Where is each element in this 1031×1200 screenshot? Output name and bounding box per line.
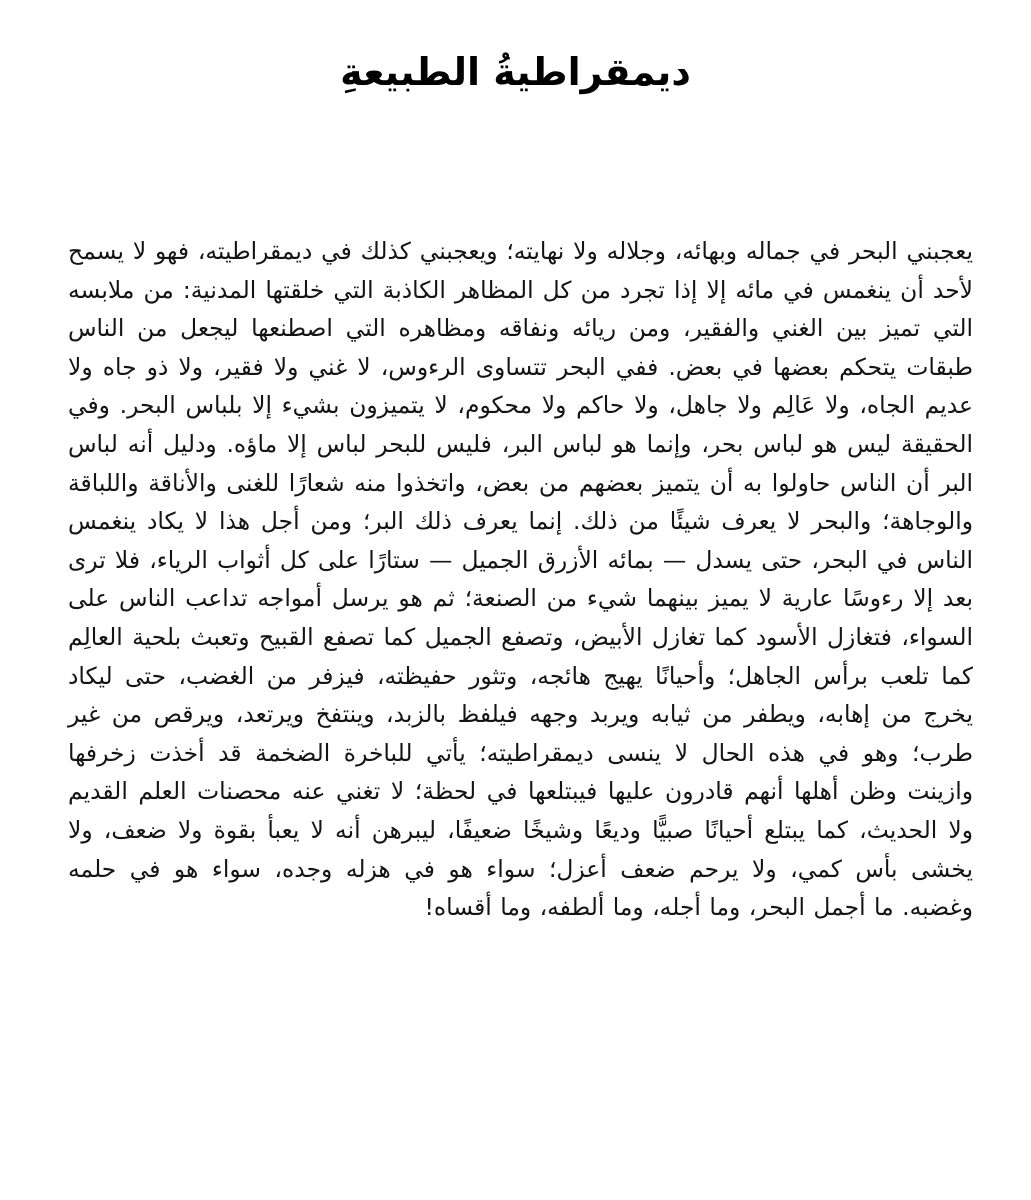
body-paragraph: يعجبني البحر في جماله وبهائه، وجلاله ولا نهايته؛ ويعجبني كذلك في ديمقراطيته، فهو لا يسمح لأحد أن ينغمس في مائه إلا إذا تجرد من كل المظاهر الكاذبة التي خلقتها المدنية: من ملابسه التي تميز بين الغني والفقير، ومن ريائه ونفاقه ومظاهره التي اصطنعها ليجعل من الناس طبقات يتحكم بعضها في بعض. ففي البحر تتساوى الرءوس، لا غني ولا فقير، ولا ذو جاه ولا عديم الجاه، ولا عَالِم ولا جاهل، ولا حاكم ولا محكوم، لا يتميزون بشيء إلا بلباس البحر. وفي الحقيقة ليس هو لباس بحر، وإنما هو لباس البر، فليس للبحر لباس إلا ماؤه. ودليل أنه لباس البر أن الناس حاولوا به أن يتميز بعضهم من بعض، واتخذوا منه شعارًا للغنى والأناقة واللباقة والوجاهة؛ والبحر لا يعرف شيئًا من ذلك. إنما يعرف ذلك البر؛ ومن أجل هذا لا يكاد ينغمس الناس في البحر، حتى يسدل — بمائه الأزرق الجميل — ستارًا على كل أثواب الرياء، فلا ترى بعد إلا رءوسًا عارية لا يميز بينهما شيء من الصنعة؛ ثم هو يرسل أمواجه تداعب الناس على السواء، فتغازل الأسود كما تغازل الأبيض، وتصفع الجميل كما تصفع القبيح وتعبث بلحية العالِم كما تلعب برأس الجاهل؛ وأحيانًا يهيج هائجه، وتثور حفيظته، فيزفر من الغضب، حتى ليكاد يخرج من إهابه، ويطفر من ثيابه ويربد وجهه فيلفظ بالزبد، وينتفخ ويرتعد، ويرقص من غير طرب؛ وهو في هذه الحال لا ينسى ديمقراطيته؛ يأتي للباخرة الضخمة قد أخذت زخرفها وازينت وظن أهلها أنهم قادرون عليها فيبتلعها في لحظة؛ لا تغني عنه محصنات العلم القديم ولا الحديث، كما يبتلع أحيانًا صبيًّا وديعًا وشيخًا ضعيفًا، ليبرهن أنه لا يعبأ بقوة ولا ضعف، ولا يخشى بأس كمي، ولا يرحم ضعف أعزل؛ سواء هو في هزله وجده، سواء هو في حلمه وغضبه. ما أجمل البحر، وما أجله، وما ألطفه، وما أقساه! xyxy=(68,237,973,922)
page-title: ديمقراطيةُ الطبيعةِ xyxy=(340,50,691,94)
